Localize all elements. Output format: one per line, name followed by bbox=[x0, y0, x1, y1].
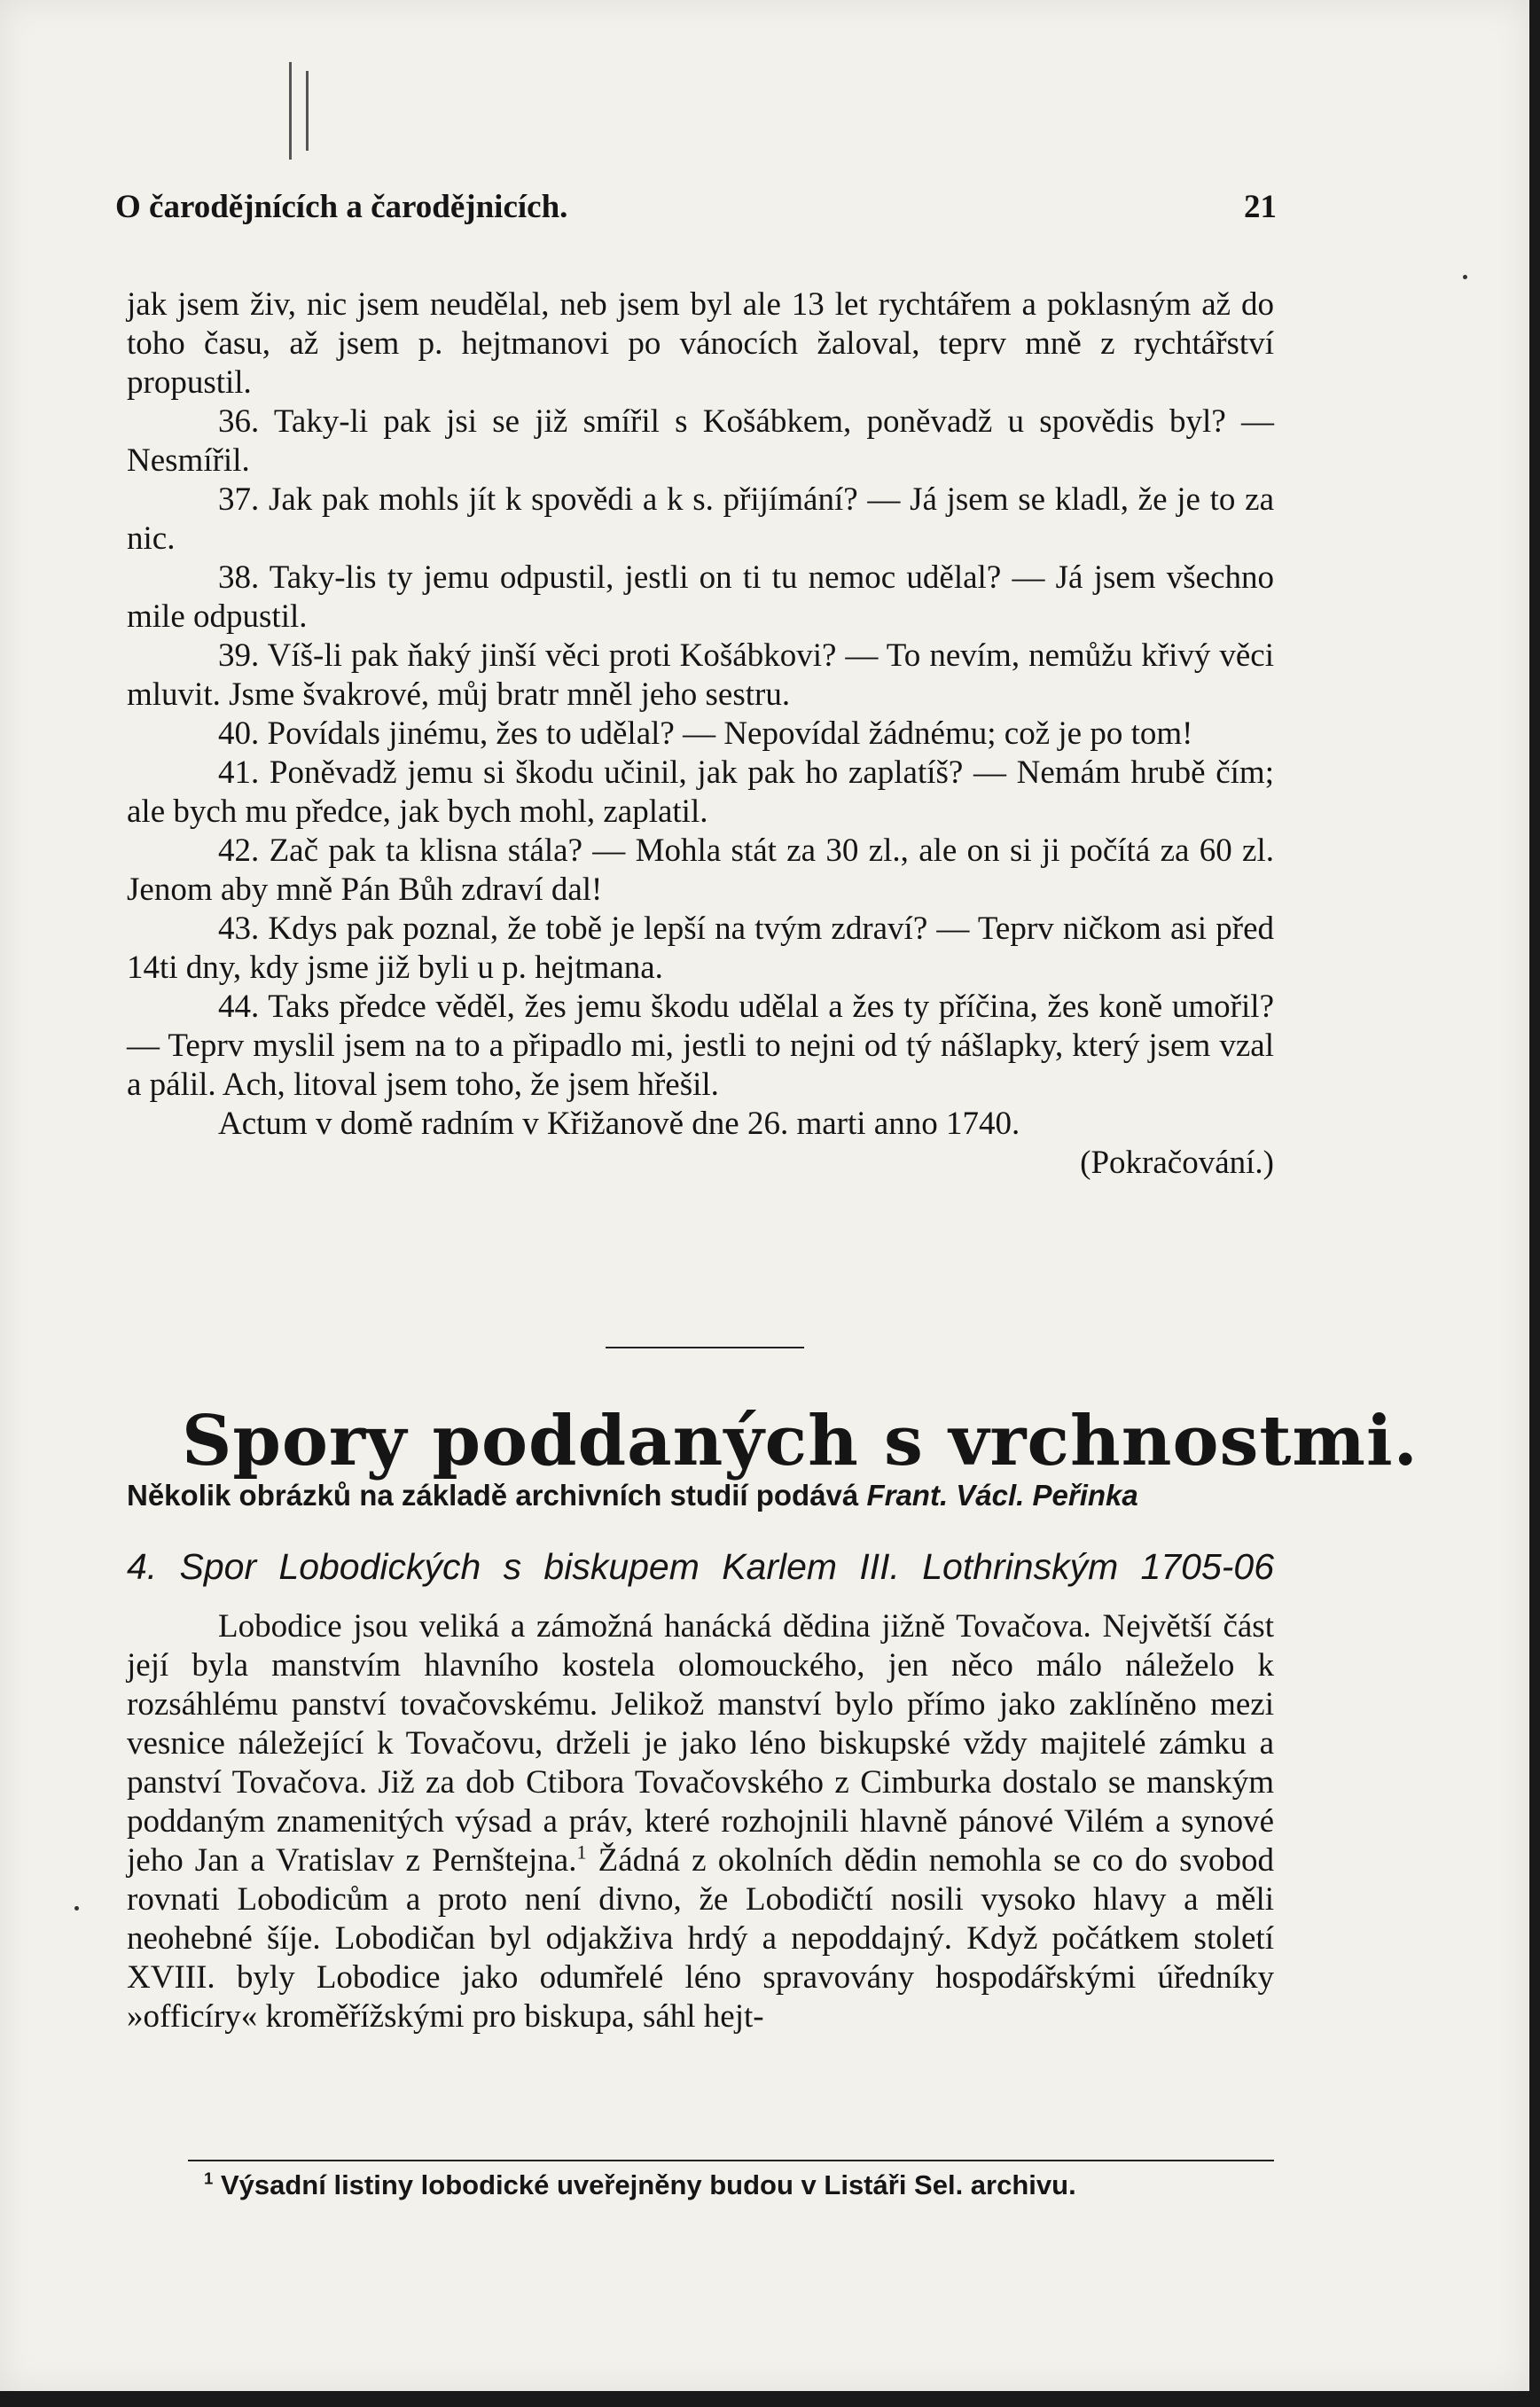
article-body bbox=[127, 1607, 1274, 2036]
binding-mark bbox=[289, 62, 292, 160]
page-number: 21 bbox=[1244, 189, 1277, 225]
question-40: 40. Povídals jinému, žes to udělal? — Nepovídal žádnému; což je po tom! bbox=[218, 715, 1193, 752]
interrogation-text bbox=[127, 285, 1274, 1183]
question-38: 38. Taky-lis ty jemu odpustil, jestli on ti tu nemoc udělal? — Já jsem všechno mile odpustil. bbox=[127, 559, 1274, 635]
running-title: O čarodějnících a čarodějnicích. bbox=[115, 189, 568, 225]
question-44: 44. Taks předce věděl, žes jemu škodu udělal a žes ty příčina, žes koně umořil? — Teprv myslil jsem na to a připadlo mi, jestli to nejni od tý nášlapky, který jsem vzal a pálil. Ach, litoval jsem toho, že jsem hřešil. bbox=[127, 989, 1274, 1103]
subtitle-prefix: Několik obrázků na základě archivních studií podává bbox=[127, 1479, 859, 1512]
footnote-mark: 1 bbox=[204, 2169, 214, 2188]
section-divider bbox=[606, 1347, 804, 1348]
article-subtitle bbox=[127, 1479, 1279, 1512]
footnote-ref: 1 bbox=[576, 1840, 587, 1864]
body-paragraph bbox=[127, 1607, 1274, 2036]
question-39: 39. Víš-li pak ňaký jinší věci proti Košábkovi? — To nevím, nemůžu křivý věci mluvit. Jsme švakrové, můj bratr mněl jeho sestru. bbox=[127, 637, 1274, 713]
running-head bbox=[115, 188, 1277, 226]
actum-line: Actum v domě radním v Křižanově dne 26. marti anno 1740. bbox=[218, 1106, 1020, 1142]
question-37: 37. Jak pak mohls jít k spovědi a k s. přijímání? — Já jsem se kladl, že je to za nic. bbox=[127, 481, 1274, 557]
continuation-note: (Pokračování.) bbox=[1080, 1145, 1274, 1181]
footnote bbox=[204, 2169, 1268, 2201]
question-41: 41. Poněvadž jemu si škodu učinil, jak pak ho zaplatíš? — Nemám hrubě čím; ale bych mu předce, jak bych mohl, zaplatil. bbox=[127, 754, 1274, 830]
article-title: Spory poddaných s vrchnostmi. bbox=[182, 1401, 1419, 1481]
speck bbox=[1463, 275, 1467, 279]
speck bbox=[74, 1906, 79, 1911]
question-36: 36. Taky-li pak jsi se již smířil s Košábkem, poněvadž u spovědis byl? — Nesmířil. bbox=[127, 403, 1274, 479]
author-name: Frant. Václ. Peřinka bbox=[866, 1479, 1138, 1512]
question-43: 43. Kdys pak poznal, že tobě je lepší na tvým zdraví? — Teprv ničkom asi před 14ti dny, kdy jsme již byli u p. hejtmana. bbox=[127, 910, 1274, 986]
body-text-part: Lobodice jsou veliká a zámožná hanácká dědina jižně Tovačova. Největší část její byla manstvím hlavního kostela olomouckého, jen něco málo náleželo k rozsáhlému panství tovačovskému. Jelikož manství bylo přímo jako zaklíněno mezi vesnice náležející k Tovačovu, drželi je jako léno biskupské vždy majitelé zámku a panství Tovačova. Již za dob Ctibora Tovačovského z Cimburka dostalo se manským poddaným znamenitých výsad a práv, které rozhojnili hlavně pánové Vilém a synové jeho Jan a Vratislav z Pernštejna. bbox=[127, 1608, 1274, 1879]
binding-mark bbox=[306, 71, 309, 151]
body-text-part: Žádná z okolních dědin nemohla se co do svobod rovnati Lobodicům a proto není divno, že Lobodičtí nosili vysoko hlavy a měli neohebné šíje. Lobodičan byl odjakživa hrdý a nepoddajný. Když počátkem století XVIII. byly Lobodice jako odumřelé léno spravovány hospodářskými úředníky »officíry« kroměřížskými pro biskupa, sáhl hejt- bbox=[127, 1842, 1274, 2035]
paragraph: jak jsem živ, nic jsem neudělal, neb jsem byl ale 13 let rychtářem a poklasným až do toho času, až jsem p. hejtmanovi po vánocích žaloval, teprv mně z rychtářství propustil. bbox=[127, 286, 1274, 401]
footnote-text: Výsadní listiny lobodické uveřejněny budou v Listáři Sel. archivu. bbox=[213, 2169, 1076, 2200]
question-42: 42. Zač pak ta klisna stála? — Mohla stát za 30 zl., ale on si ji počítá za 60 zl. Jenom aby mně Pán Bůh zdraví dal! bbox=[127, 832, 1274, 908]
footnote-divider bbox=[188, 2160, 1274, 2161]
section-heading: 4. Spor Lobodických s biskupem Karlem III. Lothrinským 1705-06 bbox=[127, 1546, 1274, 1587]
